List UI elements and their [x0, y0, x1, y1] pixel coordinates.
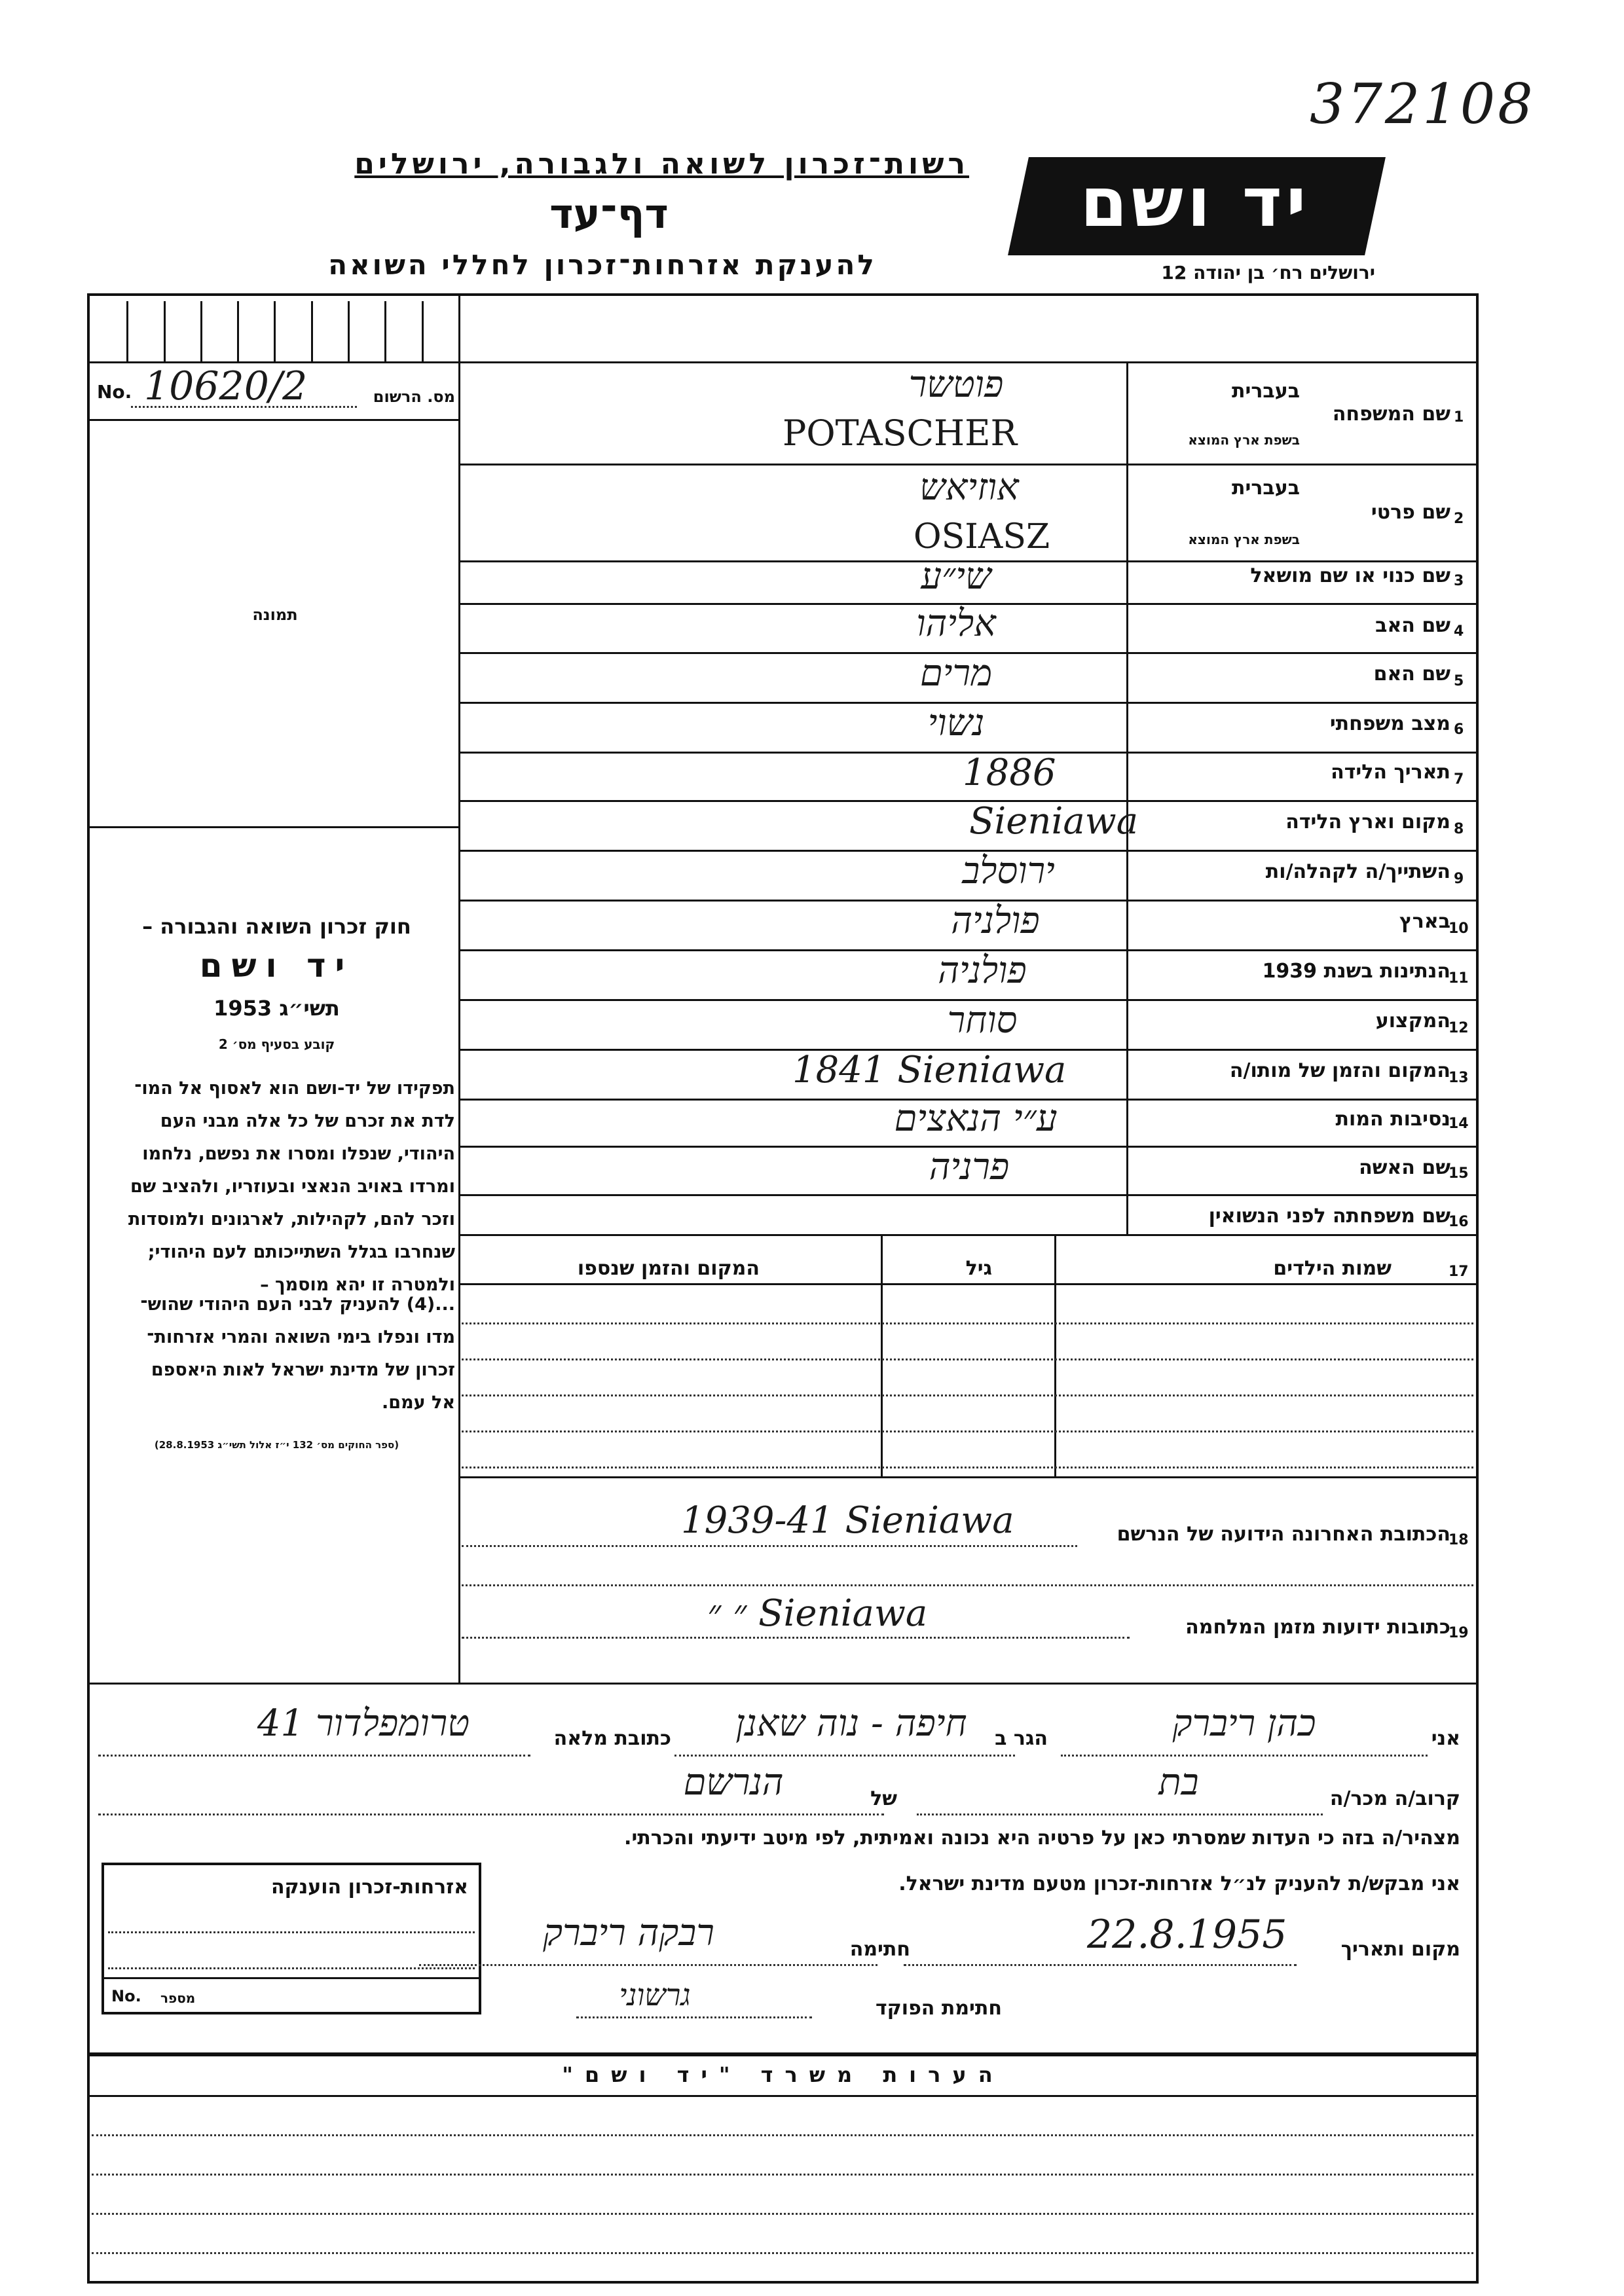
- children-col-names: שמות הילדים: [1273, 1257, 1392, 1280]
- field-number: 13: [1449, 1070, 1469, 1086]
- full-address-line: [98, 1755, 530, 1757]
- death-place-time-value: 1841 Sieniawa: [792, 1049, 1067, 1091]
- field-sub-hebrew: בעברית: [1232, 380, 1300, 403]
- war-address-line: [462, 1637, 1130, 1639]
- nickname-value: שי״ע: [921, 555, 991, 598]
- field-label-mother: שם האם: [1373, 663, 1450, 685]
- war-address-value: ״ ״ Sieniawa: [707, 1592, 928, 1635]
- signature-line: [419, 1964, 877, 1966]
- full-address-value: טרומפלדור 41: [257, 1702, 470, 1745]
- remarks-header-bottom: [90, 2095, 1477, 2097]
- award-box-no: No.: [111, 1987, 141, 2005]
- marital-status-value: נשוי: [927, 702, 985, 744]
- field-number: 9: [1454, 871, 1464, 887]
- law-title: חוק זכרון השואה והגבורה –: [142, 914, 411, 939]
- left-column-divider: [458, 296, 460, 1507]
- law-p1-line: היהודי, שנפלו ומסרו את נפשם, נלחמו: [142, 1144, 455, 1164]
- field-number: 17: [1449, 1264, 1469, 1280]
- declaration-request: אני מבקש/ת להעניק לנ״ל אזרחות-זכרון מטעם מדינת ישראל.: [898, 1872, 1460, 1895]
- relation-line: [917, 1813, 1323, 1815]
- field-number: 14: [1449, 1116, 1469, 1132]
- law-p2-line: זכרון של מדינת ישראל לאות היאספם: [151, 1360, 455, 1380]
- place-date-line: [904, 1964, 1297, 1966]
- field-label-given-name: שם פרטי: [1371, 501, 1450, 524]
- law-paragraph-2: [98, 1288, 455, 1419]
- given-name-hebrew-value: אוזיאש: [919, 466, 1019, 509]
- remarks-line: [92, 2252, 1473, 2254]
- children-col-age: גיל: [965, 1257, 992, 1280]
- field-number: 1: [1454, 409, 1464, 426]
- remarks-line: [92, 2174, 1473, 2176]
- field-number: 6: [1454, 721, 1464, 738]
- children-row-line: [462, 1358, 1473, 1360]
- form-subtitle: להענקת אזרחות־זכרון לחללי השואה: [328, 249, 877, 281]
- label-column-divider: [1126, 361, 1128, 1234]
- remarks-line: [92, 2134, 1473, 2136]
- signature-value: רבקה ריברק: [543, 1912, 714, 1954]
- signature-label: חתימה: [849, 1938, 910, 1961]
- war-address-label: כתובות ידועות מזמן המלחמה: [1185, 1616, 1450, 1639]
- field-number: 2: [1454, 511, 1464, 527]
- community-value: ירוסלב: [962, 850, 1055, 892]
- field-label-nickname: שם כנוי או שם מושאל: [1250, 564, 1450, 587]
- officer-signature-line: [576, 2016, 812, 2018]
- of-line: [98, 1813, 884, 1815]
- last-address-line: [462, 1545, 1077, 1547]
- field-number: 16: [1449, 1214, 1469, 1230]
- field-number: 5: [1454, 673, 1464, 689]
- field-label-community: השתייך/ה לקהלה/ות: [1265, 860, 1450, 883]
- country-value: פולניה: [951, 900, 1040, 942]
- birth-date-value: 1886: [963, 752, 1056, 794]
- given-name-origin-value: OSIASZ: [913, 517, 1050, 556]
- last-address-label: הכתובת האחרונה הידועה של הנרשם: [1116, 1523, 1450, 1546]
- declaration-top-border: [90, 1683, 1477, 1685]
- surname-hebrew-value: פוטשר: [908, 363, 1004, 406]
- of-label: של: [870, 1787, 897, 1810]
- of-value: הנרשם: [683, 1761, 784, 1804]
- field-label-birth-date: תאריך הלידה: [1331, 761, 1450, 784]
- field-number: 11: [1449, 970, 1469, 987]
- declarant-name-line: [1061, 1755, 1428, 1757]
- field-number: 10: [1449, 920, 1469, 937]
- children-col-place: המקום והזמן שנספו: [577, 1257, 760, 1280]
- officer-signature-label: חתימת הפוקד: [876, 1997, 1002, 2020]
- law-p1-line: שנחרבו בגלל השתייכותם לעם היהודי;: [147, 1242, 455, 1262]
- children-row-line: [462, 1430, 1473, 1432]
- profession-value: סוחר: [947, 999, 1018, 1042]
- field-number: 18: [1449, 1532, 1469, 1548]
- law-p1-line: ומרדו באויב הנאצי ובעוזריו, ולהציב שם: [130, 1176, 455, 1197]
- field-label-maiden-name: שם משפחתה לפני הנשואין: [1208, 1205, 1450, 1228]
- photo-area-bottom: [90, 826, 458, 828]
- children-col-divider: [1054, 1234, 1056, 1476]
- field-label-birth-place: מקום וארץ הלידה: [1285, 811, 1450, 833]
- field-number: 4: [1454, 623, 1464, 640]
- law-paragraph-1: [98, 1072, 455, 1302]
- registration-row-bottom: [90, 419, 458, 421]
- law-citation: (ספר החוקים מס׳ 132 י״ז אלול תשי״ג 28.8.1953): [154, 1439, 399, 1451]
- field-sub-hebrew: בעברית: [1232, 477, 1300, 500]
- mother-value: מרים: [919, 652, 993, 695]
- relation-value: בת: [1158, 1761, 1199, 1804]
- field-label-marital-status: מצב משפחתי: [1329, 712, 1450, 735]
- birth-place-value: Sieniawa: [969, 800, 1139, 843]
- place-date-value: 22.8.1955: [1087, 1912, 1287, 1958]
- field-label-surname: שם המשפחה: [1332, 403, 1450, 426]
- field-label-death-place-time: המקום והזמן של מותו/ה: [1229, 1059, 1450, 1082]
- law-p2-line: ...(4) להעניק לבני העם היהודי שהוש־: [140, 1294, 455, 1315]
- resides-label: הגר ב: [995, 1727, 1048, 1750]
- children-header-bottom: [458, 1283, 1477, 1285]
- officer-signature-value: גרשוני: [619, 1977, 691, 2013]
- field-number: 15: [1449, 1165, 1469, 1182]
- award-box-title: אזרחות-זכרון הוענקה: [270, 1876, 468, 1899]
- law-p2-line: אל עמם.: [382, 1393, 455, 1413]
- document-number: 372108: [1310, 72, 1536, 136]
- office-address: ירושלים רח׳ בן יהודה 12: [1161, 262, 1375, 283]
- children-col-divider: [881, 1234, 883, 1476]
- field-sub-origin: בשפת ארץ המוצא: [1188, 532, 1300, 547]
- surname-origin-value: POTASCHER: [783, 412, 1018, 454]
- death-circumstances-value: ע״י הנאצים: [894, 1097, 1058, 1140]
- form-title: דף־עד: [549, 190, 669, 238]
- last-address-value: 1939-41 Sieniawa: [681, 1499, 1014, 1542]
- row-divider: [458, 1194, 1477, 1196]
- field-label-wife: שם האשה: [1359, 1156, 1450, 1179]
- field-label-country: בארץ: [1399, 910, 1450, 933]
- children-row-line: [462, 1467, 1473, 1468]
- declaration-statement: מצהיר/ה בזה כי העדות שמסרתי כאן על פרטיה היא נכונה ואמיתית, לפי מיטב ידיעתי והכרתי.: [624, 1827, 1460, 1850]
- citizenship-1939-value: פולניה: [938, 949, 1027, 992]
- award-box-divider: [103, 1977, 479, 1979]
- award-box-number-label: מספר: [160, 1990, 196, 2006]
- full-address-label: כתובת מלאה: [553, 1727, 671, 1750]
- last-address-line: [462, 1584, 1473, 1586]
- logo-text: יד ושם: [1080, 162, 1310, 242]
- law-p1-line: לדת את זכרם של כל אלה מבני העם: [160, 1111, 455, 1131]
- authority-title: רשות־זכרון לשואה ולגבורה, ירושלים: [354, 147, 969, 181]
- field-label-death-circumstances: נסיבות המות: [1335, 1108, 1450, 1131]
- field-sub-origin: בשפת ארץ המוצא: [1188, 432, 1300, 448]
- declarant-name: כהן ריברק: [1172, 1702, 1316, 1745]
- row-divider: [458, 800, 1477, 802]
- law-p1-line: ולמטרה זו יהא מוסמך –: [260, 1275, 455, 1295]
- children-row-line: [462, 1322, 1473, 1324]
- law-year: תשי״ג 1953: [213, 996, 340, 1021]
- law-p1-line: תפקידו של יד-ושם הוא לאסוף אל המו־: [134, 1078, 455, 1099]
- registration-no-line: [131, 406, 357, 408]
- registration-no-prefix: No.: [97, 381, 132, 403]
- remarks-line: [92, 2213, 1473, 2215]
- field-label-citizenship-1939: הנתינות בשנת 1939: [1262, 960, 1450, 983]
- place-date-label: מקום ותאריך: [1340, 1938, 1460, 1961]
- field-number: 8: [1454, 821, 1464, 837]
- award-box-line: [108, 1967, 475, 1969]
- field-label-profession: המקצוע: [1375, 1010, 1450, 1032]
- resides-value: חיפה - נוה שאנן: [735, 1702, 967, 1745]
- law-p1-line: וזכר להם, לקהילות, לארגונים ולמוסדות: [128, 1209, 455, 1230]
- field-number: 7: [1454, 771, 1464, 788]
- wife-value: פרניה: [929, 1146, 1010, 1188]
- field-number: 19: [1449, 1625, 1469, 1641]
- father-value: אליהו: [916, 602, 996, 645]
- children-top-border: [458, 1234, 1477, 1236]
- registration-no-value: 10620/2: [144, 363, 308, 409]
- field-label-father: שם האב: [1375, 614, 1450, 637]
- registration-label: מס. הרשום: [373, 388, 455, 406]
- resides-line: [674, 1755, 1015, 1757]
- row-divider: [458, 464, 1477, 465]
- law-clause: קובע בסעיף מס׳ 2: [218, 1036, 335, 1052]
- field-number: 12: [1449, 1020, 1469, 1036]
- law-p2-line: מדו ונפלו בימי השואה והמרי אזרחות־: [147, 1327, 455, 1347]
- children-row-line: [462, 1394, 1473, 1396]
- relative-label: קרוב/ה מכר/ה: [1329, 1787, 1460, 1810]
- remarks-title: הערות משרד "יד ושם": [562, 2062, 1005, 2087]
- photo-label: תמונה: [252, 606, 298, 624]
- remarks-top-border: [90, 2052, 1477, 2056]
- law-name: יד ושם: [199, 947, 354, 985]
- registration-box-strip: [92, 301, 458, 361]
- declarant-ani: אני: [1431, 1727, 1460, 1750]
- field-number: 3: [1454, 573, 1464, 589]
